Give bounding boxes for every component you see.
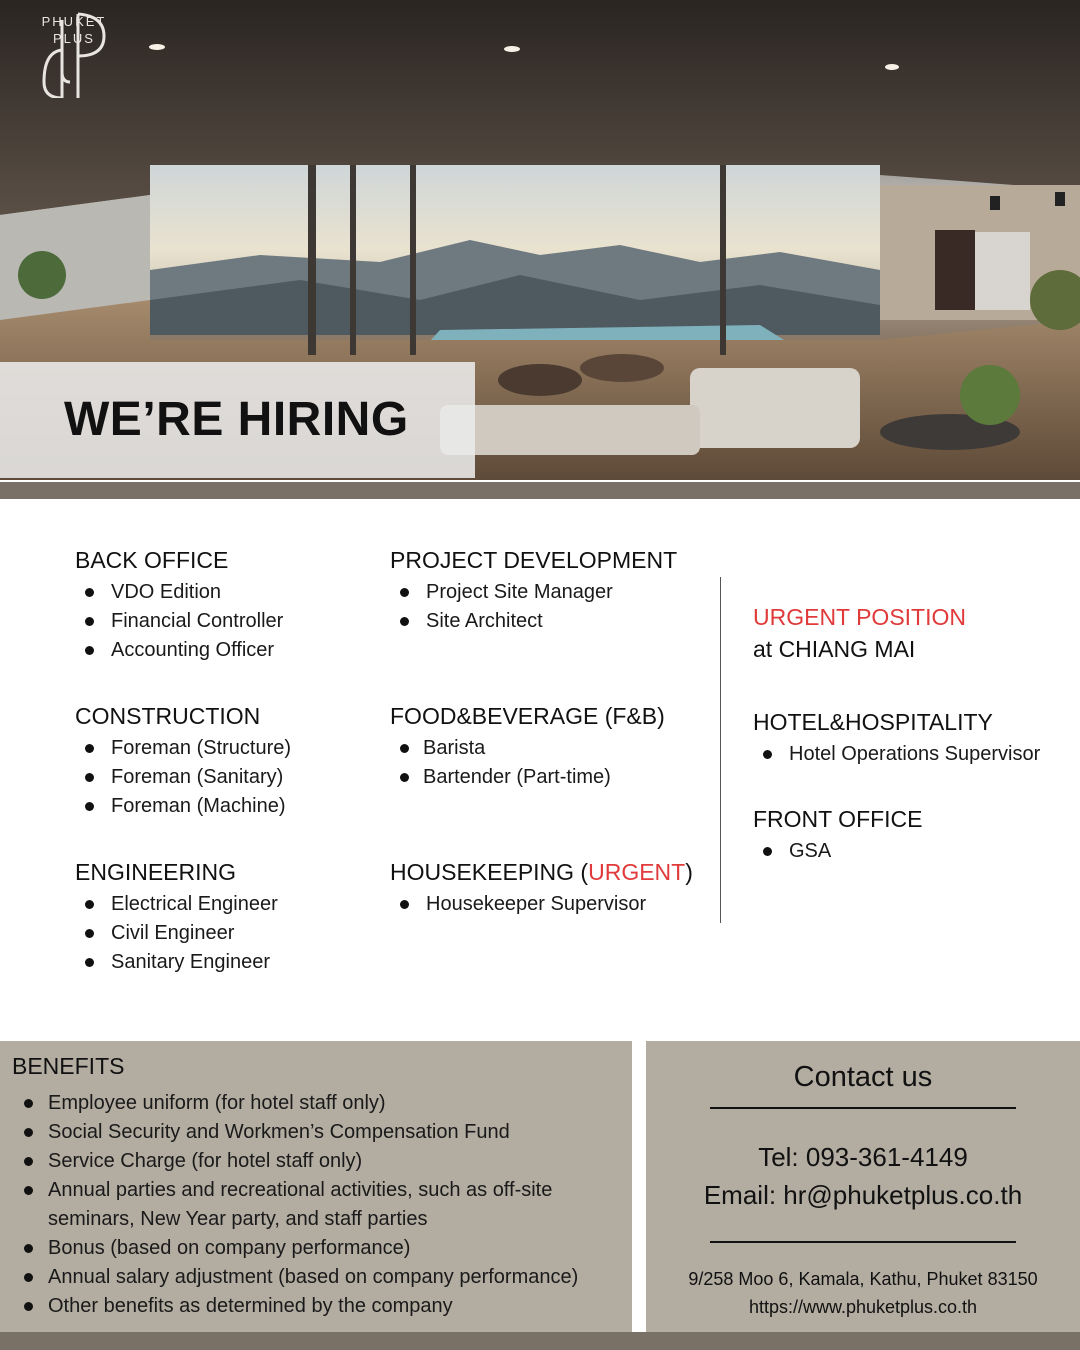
benefit-item: Bonus (based on company performance) xyxy=(12,1234,632,1263)
title-prefix: HOUSEKEEPING ( xyxy=(390,859,589,885)
logo-text-line1: PHUKET xyxy=(41,14,107,29)
job-item: Sanitary Engineer xyxy=(75,948,278,977)
benefit-item: Annual parties and recreational activities, such as off-site seminars, New Year party, and staff parties xyxy=(12,1176,632,1234)
benefit-item: Service Charge (for hotel staff only) xyxy=(12,1147,632,1176)
section-front-office xyxy=(753,805,923,866)
section-back-office xyxy=(75,546,283,665)
job-item: VDO Edition xyxy=(75,578,283,607)
section-title: ENGINEERING xyxy=(75,859,237,885)
job-item: Foreman (Structure) xyxy=(75,734,291,763)
job-list xyxy=(75,578,283,665)
job-item: Barista xyxy=(390,734,665,763)
benefit-item: Other benefits as determined by the company xyxy=(12,1292,632,1321)
benefits-list xyxy=(12,1089,632,1321)
job-list xyxy=(390,578,677,636)
section-title: FOOD&BEVERAGE (F&B) xyxy=(390,703,665,729)
job-item: Civil Engineer xyxy=(75,919,278,948)
urgent-location: at CHIANG MAI xyxy=(753,636,916,662)
contact-title: Contact us xyxy=(793,1061,933,1093)
job-item: Financial Controller xyxy=(75,607,283,636)
contact-divider-top xyxy=(710,1107,1016,1109)
job-item: Accounting Officer xyxy=(75,636,283,665)
job-item: Foreman (Machine) xyxy=(75,792,291,821)
section-title: HOTEL&HOSPITALITY xyxy=(753,709,993,735)
section-project-development xyxy=(390,546,677,636)
section-title: FRONT OFFICE xyxy=(753,806,923,832)
job-item: GSA xyxy=(753,837,923,866)
job-item: Foreman (Sanitary) xyxy=(75,763,291,792)
urgent-title: URGENT POSITION xyxy=(753,604,966,630)
divider-band xyxy=(0,482,1080,499)
section-title: PROJECT DEVELOPMENT xyxy=(390,547,678,573)
contact-email[interactable]: Email: hr@phuketplus.co.th xyxy=(703,1180,1023,1210)
phuket-plus-logo xyxy=(36,12,112,46)
section-title: CONSTRUCTION xyxy=(75,703,261,729)
benefit-item: Employee uniform (for hotel staff only) xyxy=(12,1089,632,1118)
phuket-plus-logo-mark-icon xyxy=(36,12,106,98)
contact-website-link[interactable]: https://www.phuketplus.co.th xyxy=(748,1297,978,1317)
section-title: BACK OFFICE xyxy=(75,547,229,573)
job-item: Electrical Engineer xyxy=(75,890,278,919)
column-divider xyxy=(720,577,721,923)
contact-divider-bottom xyxy=(710,1241,1016,1243)
job-list xyxy=(390,734,665,792)
section-engineering xyxy=(75,858,278,977)
benefit-item: Social Security and Workmen’s Compensation Fund xyxy=(12,1118,632,1147)
contact-address: 9/258 Moo 6, Kamala, Kathu, Phuket 83150 xyxy=(688,1269,1038,1289)
benefit-item: Annual salary adjustment (based on company performance) xyxy=(12,1263,632,1292)
job-list xyxy=(753,740,1040,769)
section-construction xyxy=(75,702,291,821)
job-item: Site Architect xyxy=(390,607,677,636)
logo-text-line2: PLUS xyxy=(53,31,95,46)
contact-phone[interactable]: Tel: 093-361-4149 xyxy=(758,1142,968,1172)
job-item: Hotel Operations Supervisor xyxy=(753,740,1040,769)
job-item: Project Site Manager xyxy=(390,578,677,607)
hiring-title: WE’RE HIRING xyxy=(64,393,409,446)
job-item: Housekeeper Supervisor xyxy=(390,890,693,919)
job-list xyxy=(75,734,291,821)
section-hotel-hospitality xyxy=(753,708,1040,769)
title-suffix: ) xyxy=(685,859,693,885)
hero-image xyxy=(0,0,1080,480)
job-list xyxy=(390,890,693,919)
job-list xyxy=(75,890,278,977)
job-item: Bartender (Part-time) xyxy=(390,763,665,792)
benefits-title: BENEFITS xyxy=(12,1053,125,1079)
section-title xyxy=(390,858,693,886)
section-housekeeping xyxy=(390,858,693,919)
section-food-beverage xyxy=(390,702,665,792)
bottom-band xyxy=(0,1332,1080,1350)
section-urgent-position xyxy=(753,603,966,667)
urgent-label: URGENT xyxy=(588,859,686,885)
job-list xyxy=(753,837,923,866)
